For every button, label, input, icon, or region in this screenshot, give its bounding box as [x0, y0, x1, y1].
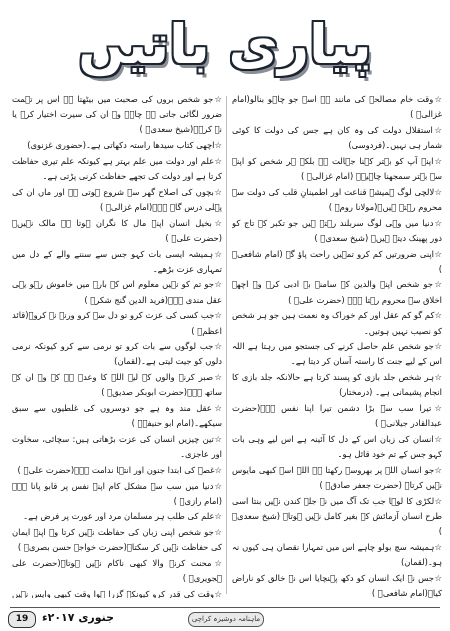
- saying-item: ☆جو شخص اپنی زبان کی حفاظت نہیں کرتا وہ اپنے ایمان کی حفاظت نہیں کر سکتا۔(حضرت خواجہ حسن بصریؒ ): [12, 527, 222, 553]
- saying-item: ☆وقت خام مصالحے کی مانند ہے اسے جو چاہو بنالو(امام غزالیؒ ): [232, 94, 442, 120]
- title-banner: [28, 6, 422, 88]
- saying-item: ☆ہمیشہ سچ بولو چاہے اس میں تمہارا نقصان ہی کیوں نہ ہو۔(لقمان): [232, 541, 442, 568]
- saying-item: ☆ہمیشہ ایسی بات کہو جس سے سننے والے کے دل میں تمہاری عزت بڑھے۔: [12, 248, 222, 274]
- saying-item: ☆جب کسی کی عزت کرو تو دل سے کرو ورنہ نہ کرو۔(قائد اعظمؒ ): [12, 310, 222, 336]
- saying-item: ☆دنیا میں سب سے مشکل کام اپنے نفس پر قابو پانا ہے۔(امام رازیؒ ): [12, 480, 222, 506]
- saying-item: ☆تین چیزیں انسان کی عزت بڑھاتی ہیں: سچائی، سخاوت اور عاجزی۔: [12, 433, 222, 460]
- page-title: پیاری باتیں: [78, 13, 372, 76]
- saying-item: ☆کم گو کم عقل اور کم خوراک وہ نعمت ہیں جو ہر شخص کو نصیب نہیں ہوتیں۔: [232, 310, 442, 336]
- saying-item: ☆بچوں کی اصلاح گھر سے شروع ہوتی ہے اور ماں ان کی پہلی درس گاہ ہے۔(امام غزالیؒ ): [12, 186, 222, 212]
- saying-item: ☆ہر شخص جلد بازی کو پسند کرتا ہے حالانکہ جلد بازی کا انجام پشیمانی ہے۔ (درمختار): [232, 372, 442, 398]
- issue-date: جنوری ۲۰۱۷ء: [42, 611, 115, 624]
- saying-item: ☆جو انسان اللہ پر بھروسہ رکھتا ہے اللہ اسے کبھی مایوس نہیں کرتا۔ (حضرت جعفر صادقؒ ): [232, 464, 442, 491]
- saying-item: ☆جو شخص علم حاصل کرنے کی جستجو میں رہتا ہے اللہ اس کے لیے جنت کا راستہ آسان کر دیتا ہے۔: [232, 341, 442, 367]
- saying-item: ☆انسان کی زبان اس کے دل کا آئینہ ہے اس لیے وہی بات کہو جس کے تم خود قائل ہو۔: [232, 433, 442, 460]
- saying-item: ☆جو شخص اپنے والدین کے سامنے بے ادبی کرے وہ اچھے اخلاق سے محروم رہتا ہے۔ (حضرت علیؓ ): [232, 279, 442, 305]
- magazine-name: ماہنامہ دوشیزہ کراچی: [188, 612, 264, 627]
- saying-item: ☆لکڑی کا لوہا جب تک آگ میں نہ جلے کندن نہیں بنتا اسی طرح انسان آزمائش کے بغیر کامل نہیں ہوتا۔ (شیخ سعدیؒ ): [232, 495, 442, 537]
- footer-rule: [10, 607, 440, 608]
- saying-item: ☆تیرا سب سے بڑا دشمن تیرا اپنا نفس ہے۔(حضرت عبدالقادر جیلانیؒ ): [232, 403, 442, 429]
- saying-item: ☆جو شخص بروں کی صحبت میں بیٹھتا ہے اس پر تہمت ضرور لگائی جاتی ہے چاہے وہ ان کی سیرت اختیار کرے یا نہ کرے۔(شیخ سعدیؒ ): [12, 94, 222, 135]
- saying-item: ☆اچھی کتاب سیدھا راستہ دکھاتی ہے۔(حضوری غزنوی): [27, 140, 222, 151]
- page-number: 19: [8, 611, 36, 628]
- saying-item: ☆صبر کرنے والوں کے لیے اللہ کا وعدہ ہے کہ وہ ان کے ساتھ ہے۔(حضرت ابوبکر صدیقؓ ): [12, 372, 222, 398]
- saying-item: ☆غصے کی ابتدا جنون اور انتہا ندامت ہے۔(حضرت علیؓ ): [17, 464, 222, 475]
- right-column: [232, 92, 442, 598]
- saying-item: ☆دنیا میں وہی لوگ سربلند رہتے ہیں جو تکبر کے تاج کو دور پھینک دیتے ہیں۔ (شیخ سعدیؒ ): [232, 217, 442, 243]
- saying-item: ☆عقل مند وہ ہے جو دوسروں کی غلطیوں سے سبق سیکھے۔(امام ابو حنیفہؒ ): [12, 403, 222, 429]
- saying-item: ☆علم کی طلب ہر مسلمان مرد اور عورت پر فرض ہے۔: [23, 511, 222, 522]
- column-divider: [226, 96, 227, 594]
- saying-item: ☆اپنے آپ کو بہتر کہنا جہالت ہے بلکہ ہر شخص کو اپنے سے بہتر سمجھنا چاہیے۔ (امام غزالیؒ ): [232, 155, 442, 182]
- left-column: [12, 92, 222, 598]
- saying-item: ☆اپنی ضرورتیں کم کرو تمہیں راحت پاؤ گے (امام شافعیؒ ): [232, 248, 442, 274]
- saying-item: ☆جس نے ایک انسان کو دکھ پہنچایا اس نے خالق کو ناراض کیا۔(امام شافعیؒ ): [232, 572, 442, 598]
- saying-item: ☆علم اور دولت میں علم بہتر ہے کیونکہ علم تیری حفاظت کرتا ہے اور دولت کی تجھے حفاظت کرنی پڑتی ہے۔: [12, 155, 222, 182]
- saying-item: ☆بخیل انسان اپنے مال کا نگران ہوتا ہے مالک نہیں۔(حضرت علیؓ ): [12, 217, 222, 243]
- saying-item: ☆جو تم کو نہیں معلوم اس کے بارے میں خاموش رہو یہی عقل مندی ہے۔(فرید الدین گنج شکرؒ ): [12, 279, 222, 305]
- saying-item: ☆محنت کرنے والا کبھی ناکام نہیں ہوتا۔(حضرت علی ہجویریؒ ): [12, 558, 222, 584]
- saying-item: ☆لالچی لوگ ہمیشہ قناعت اور اطمینانِ قلب کی دولت سے محروم رہتے ہیں۔(مولانا رومؒ ): [232, 186, 442, 212]
- saying-item: ☆جب لوگوں سے بات کرو تو نرمی سے کرو کیونکہ نرمی دلوں کو جیت لیتی ہے۔(لقمان): [12, 341, 222, 367]
- saying-item: ☆استقلال دولت کی وہ کان ہے جس کی دولت کا کوئی شمار ہی نہیں۔(فردوسی): [232, 124, 442, 151]
- saying-item: ☆وقت کی قدر کرو کیونکہ گزرا ہوا وقت کبھی واپس نہیں: [12, 589, 222, 598]
